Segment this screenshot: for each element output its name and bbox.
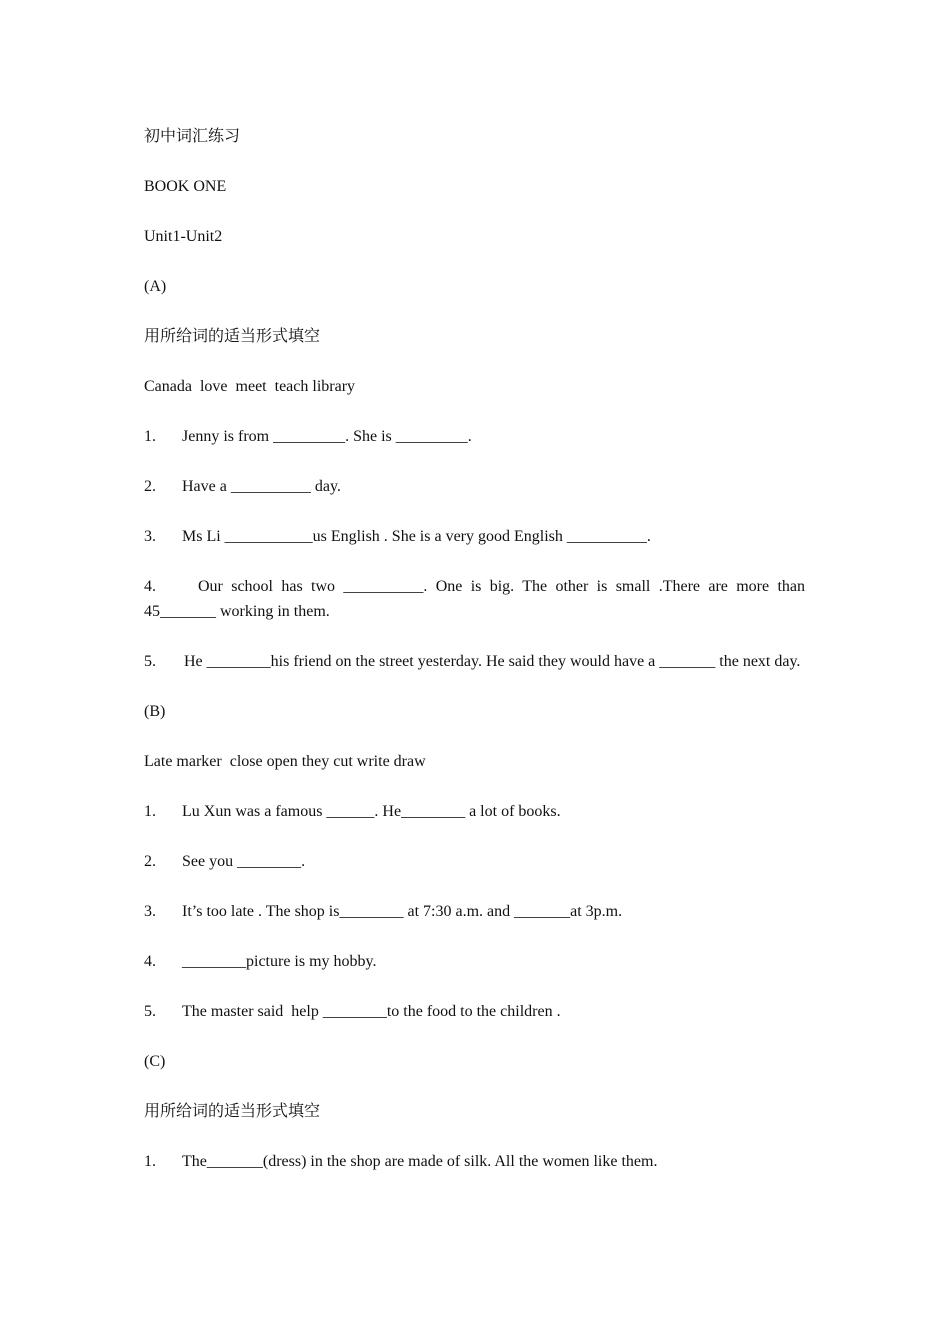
exercise-item	[144, 574, 809, 624]
book-label: BOOK ONE	[144, 178, 227, 195]
item-number: 3.	[144, 903, 156, 920]
section-a-label: (A)	[144, 278, 167, 295]
item-text: Lu Xun was a famous ______. He________ a lot of books.	[182, 803, 561, 820]
item-number: 5.	[144, 1003, 156, 1020]
exercise-item	[144, 849, 805, 874]
section-b-word-bank: Late marker close open they cut write draw	[144, 753, 426, 770]
item-text: The master said help ________to the food to the children .	[182, 1003, 561, 1020]
item-number: 1.	[144, 803, 156, 820]
exercise-item	[144, 799, 805, 824]
exercise-item	[144, 949, 805, 974]
section-c-instruction: 用所给词的适当形式填空	[144, 1103, 321, 1120]
item-text: He ________his friend on the street yesterday. He said they would have a _______ the next day.	[184, 653, 801, 670]
exercise-item	[144, 474, 805, 499]
unit-range: Unit1-Unit2	[144, 228, 223, 245]
item-text: Our school has two __________. One is big. The other is small .There are more than 45_______ working in them.	[144, 578, 809, 620]
item-text: Have a __________ day.	[182, 478, 341, 495]
section-a-word-bank: Canada love meet teach library	[144, 378, 356, 395]
document-title: 初中词汇练习	[144, 128, 241, 145]
item-text: See you ________.	[182, 853, 306, 870]
section-b-label: (B)	[144, 703, 166, 720]
item-number: 3.	[144, 528, 156, 545]
exercise-item	[144, 649, 805, 674]
document-page	[144, 124, 809, 1199]
item-number: 4.	[144, 953, 156, 970]
exercise-item	[144, 899, 805, 924]
exercise-item	[144, 424, 805, 449]
item-number: 1.	[144, 428, 156, 445]
item-number: 2.	[144, 478, 156, 495]
section-a-instruction: 用所给词的适当形式填空	[144, 328, 321, 345]
item-text: ________picture is my hobby.	[182, 953, 377, 970]
item-text: Jenny is from _________. She is _________.	[182, 428, 472, 445]
item-number: 5.	[144, 653, 156, 670]
exercise-item	[144, 524, 805, 549]
item-number: 2.	[144, 853, 156, 870]
item-text: Ms Li ___________us English . She is a very good English __________.	[182, 528, 651, 545]
exercise-item	[144, 1149, 805, 1174]
item-number: 4.	[144, 578, 156, 595]
item-text: The_______(dress) in the shop are made of silk. All the women like them.	[182, 1153, 658, 1170]
item-text: It’s too late . The shop is________ at 7:30 a.m. and _______at 3p.m.	[182, 903, 623, 920]
exercise-item	[144, 999, 805, 1024]
section-c-label: (C)	[144, 1053, 166, 1070]
item-number: 1.	[144, 1153, 156, 1170]
